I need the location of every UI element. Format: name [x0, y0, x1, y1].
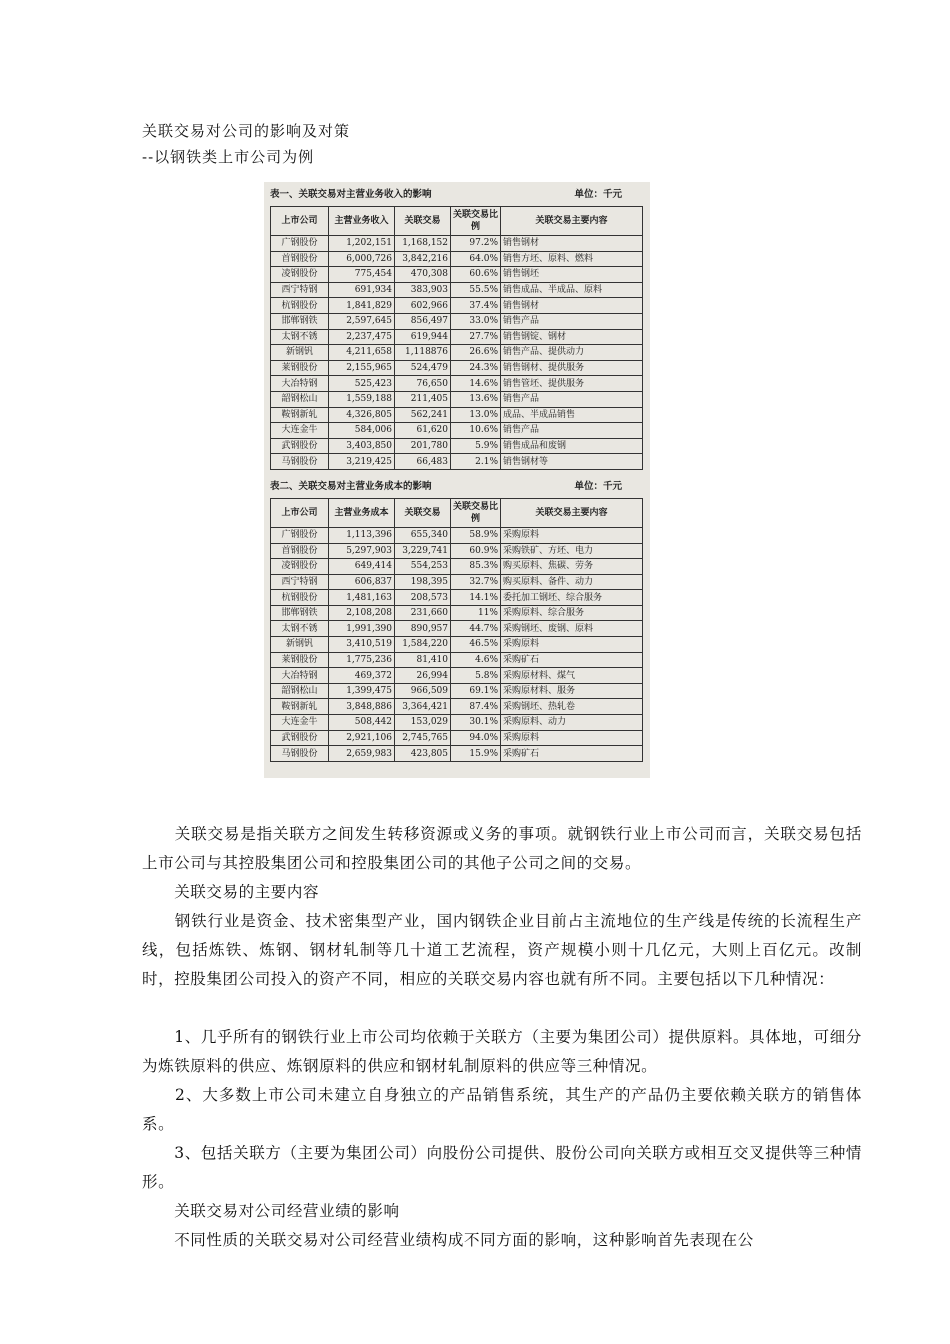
table-cell: 1,118876: [395, 345, 451, 361]
paragraph-definition: 关联交易是指关联方之间发生转移资源或义务的事项。就钢铁行业上市公司而言，关联交易包括上市公司与其控股集团公司和控股集团公司的其他子公司之间的交易。: [142, 825, 862, 872]
table1-caption: 表一、关联交易对主营业务收入的影响: [270, 189, 432, 200]
table-cell: 销售成品、半成品、原料: [501, 282, 643, 298]
table-cell: 首钢股份: [271, 543, 329, 559]
table-cell: 购买原料、备件、动力: [501, 574, 643, 590]
table-cell: 武钢股份: [271, 438, 329, 454]
table1-header-ratio: 关联交易比例: [451, 207, 501, 236]
table-cell: 13.0%: [451, 407, 501, 423]
table-cell: 383,903: [395, 282, 451, 298]
table-cell: 采购矿石: [501, 652, 643, 668]
table-cell: 231,660: [395, 605, 451, 621]
table-row: [271, 590, 643, 606]
table2-header-ratio: 关联交易比例: [451, 498, 501, 527]
table-cell: 采购原料、动力: [501, 715, 643, 731]
table-cell: 大冶特钢: [271, 668, 329, 684]
table-cell: 5.8%: [451, 668, 501, 684]
table-cell: 1,481,163: [329, 590, 395, 606]
table-cell: 13.6%: [451, 391, 501, 407]
table-cell: 西宁特钢: [271, 574, 329, 590]
table-cell: 14.1%: [451, 590, 501, 606]
table-cell: 西宁特钢: [271, 282, 329, 298]
table-cell: 2,155,965: [329, 360, 395, 376]
table-cell: 韶钢松山: [271, 683, 329, 699]
table-cell: 11%: [451, 605, 501, 621]
table-cell: 采购钢坯、废钢、原料: [501, 621, 643, 637]
table-cell: 37.4%: [451, 298, 501, 314]
table-cell: 1,584,220: [395, 637, 451, 653]
table-cell: 采购原料: [501, 527, 643, 543]
table-cell: 2,108,208: [329, 605, 395, 621]
table-cell: 64.0%: [451, 251, 501, 267]
table-row: [271, 282, 643, 298]
table-cell: 60.6%: [451, 267, 501, 283]
table-cell: 马钢股份: [271, 746, 329, 762]
table-cell: 销售管坯、提供服务: [501, 376, 643, 392]
table-cell: 武钢股份: [271, 730, 329, 746]
table-cell: 30.1%: [451, 715, 501, 731]
table-cell: 广钢股份: [271, 527, 329, 543]
table-cell: 采购钢坯、热轧卷: [501, 699, 643, 715]
table-row: [271, 652, 643, 668]
table-cell: 采购铁矿、方坯、电力: [501, 543, 643, 559]
table-cell: 邯郸钢铁: [271, 313, 329, 329]
table-cell: 韶钢松山: [271, 391, 329, 407]
table-row: [271, 376, 643, 392]
table-cell: 邯郸钢铁: [271, 605, 329, 621]
table1-caption-row: [270, 186, 644, 204]
table-cell: 销售钢锭、钢材: [501, 329, 643, 345]
table-cell: 大连金牛: [271, 423, 329, 439]
table-row: [271, 683, 643, 699]
table-row: [271, 236, 643, 252]
table-cell: 66,483: [395, 454, 451, 470]
document-subtitle: --以钢铁类上市公司为例: [142, 148, 315, 166]
table-cell: 销售钢材: [501, 236, 643, 252]
table-cell: 1,202,151: [329, 236, 395, 252]
table-cell: 2,597,645: [329, 313, 395, 329]
table-cell: 销售方坯、原料、燃料: [501, 251, 643, 267]
table-cell: 广钢股份: [271, 236, 329, 252]
table-cell: 619,944: [395, 329, 451, 345]
table1-header-content: 关联交易主要内容: [501, 207, 643, 236]
table-cell: 1,775,236: [329, 652, 395, 668]
table-cell: 27.7%: [451, 329, 501, 345]
table-cell: 采购原料: [501, 730, 643, 746]
table-cell: 3,403,850: [329, 438, 395, 454]
table-cell: 775,454: [329, 267, 395, 283]
table-cell: 33.0%: [451, 313, 501, 329]
table-cell: 85.3%: [451, 559, 501, 575]
paragraph-impact: 不同性质的关联交易对公司经营业绩构成不同方面的影响，这种影响首先表现在公: [142, 1231, 754, 1249]
table-cell: 508,442: [329, 715, 395, 731]
table-cell: 杭钢股份: [271, 298, 329, 314]
table-cell: 3,219,425: [329, 454, 395, 470]
table-cell: 1,113,396: [329, 527, 395, 543]
table-cell: 3,848,886: [329, 699, 395, 715]
table-cell: 大连金牛: [271, 715, 329, 731]
table-cell: 198,395: [395, 574, 451, 590]
table-cell: 208,573: [395, 590, 451, 606]
table1-header-related: 关联交易: [395, 207, 451, 236]
table-cell: 3,364,421: [395, 699, 451, 715]
table-cell: 1,168,152: [395, 236, 451, 252]
table-cell: 655,340: [395, 527, 451, 543]
table-row: [271, 251, 643, 267]
table-cell: 4,326,805: [329, 407, 395, 423]
table-cell: 杭钢股份: [271, 590, 329, 606]
table-cell: 1,399,475: [329, 683, 395, 699]
table-row: [271, 574, 643, 590]
table-cell: 鞍钢新轧: [271, 699, 329, 715]
table-cell: 销售成品和废钢: [501, 438, 643, 454]
table-cell: 马钢股份: [271, 454, 329, 470]
table-cell: 销售产品: [501, 313, 643, 329]
table-row: [271, 298, 643, 314]
table-cell: 10.6%: [451, 423, 501, 439]
table-cell: 销售钢坯: [501, 267, 643, 283]
table1-unit: 单位：千元: [574, 189, 622, 200]
table-cell: 2,921,106: [329, 730, 395, 746]
table-cell: 购买原料、焦碳、劳务: [501, 559, 643, 575]
table-row: [271, 730, 643, 746]
table-cell: 大冶特钢: [271, 376, 329, 392]
table-cell: 470,308: [395, 267, 451, 283]
table-cell: 销售钢材、提供服务: [501, 360, 643, 376]
table-cell: 94.0%: [451, 730, 501, 746]
table1: [270, 206, 643, 470]
table-cell: 新钢钒: [271, 345, 329, 361]
table-cell: 6,000,726: [329, 251, 395, 267]
table-cell: 首钢股份: [271, 251, 329, 267]
table-cell: 58.9%: [451, 527, 501, 543]
table-cell: 凌钢股份: [271, 559, 329, 575]
table-row: [271, 454, 643, 470]
table-cell: 76,650: [395, 376, 451, 392]
table2-header-cost: 主营业务成本: [329, 498, 395, 527]
table-cell: 销售产品: [501, 423, 643, 439]
table-cell: 44.7%: [451, 621, 501, 637]
table-cell: 87.4%: [451, 699, 501, 715]
table-cell: 97.2%: [451, 236, 501, 252]
table-row: [271, 438, 643, 454]
table-row: [271, 668, 643, 684]
document-title: 关联交易对公司的影响及对策: [142, 122, 351, 140]
table-row: [271, 360, 643, 376]
table1-header-company: 上市公司: [271, 207, 329, 236]
table2-header-related: 关联交易: [395, 498, 451, 527]
paragraph-section-heading-2: 关联交易对公司经营业绩的影响: [142, 1202, 400, 1220]
scanned-tables-image: [264, 182, 650, 778]
table-cell: 销售钢材: [501, 298, 643, 314]
table-cell: 24.3%: [451, 360, 501, 376]
table-cell: 销售钢材等: [501, 454, 643, 470]
table-cell: 3,842,216: [395, 251, 451, 267]
table-cell: 15.9%: [451, 746, 501, 762]
table-cell: 2,237,475: [329, 329, 395, 345]
table-cell: 966,509: [395, 683, 451, 699]
table-cell: 1,841,829: [329, 298, 395, 314]
table-cell: 5.9%: [451, 438, 501, 454]
paragraph-section-heading: 关联交易的主要内容: [142, 883, 320, 901]
table-cell: 69.1%: [451, 683, 501, 699]
table-cell: 525,423: [329, 376, 395, 392]
table-cell: 3,410,519: [329, 637, 395, 653]
table-row: [271, 345, 643, 361]
table1-header-row: [271, 207, 643, 236]
table-cell: 60.9%: [451, 543, 501, 559]
table-cell: 469,372: [329, 668, 395, 684]
table-cell: 524,479: [395, 360, 451, 376]
table-row: [271, 746, 643, 762]
table-cell: 销售产品、提供动力: [501, 345, 643, 361]
table-row: [271, 267, 643, 283]
paragraph-industry: 钢铁行业是资金、技术密集型产业，国内钢铁企业目前占主流地位的生产线是传统的长流程生产线，包括炼铁、炼钢、钢材轧制等几十道工艺流程，资产规模小则十几亿元，大则上百亿元。改制时，控股集团公司投入的资产不同，相应的关联交易内容也就有所不同。主要包括以下几种情况：: [142, 912, 862, 988]
table-cell: 太钢不锈: [271, 329, 329, 345]
table2-header-row: [271, 498, 643, 527]
paragraph-item-1: 1、几乎所有的钢铁行业上市公司均依赖于关联方（主要为集团公司）提供原料。具体地，可细分为炼铁原料的供应、炼钢原料的供应和钢材轧制原料的供应等三种情况。: [142, 1028, 862, 1075]
table1-header-revenue: 主营业务收入: [329, 207, 395, 236]
table-cell: 26,994: [395, 668, 451, 684]
table-cell: 606,837: [329, 574, 395, 590]
table-cell: 81,410: [395, 652, 451, 668]
table-row: [271, 391, 643, 407]
table-cell: 3,229,741: [395, 543, 451, 559]
table-cell: 莱钢股份: [271, 652, 329, 668]
table-cell: 太钢不锈: [271, 621, 329, 637]
table-row: [271, 329, 643, 345]
table-cell: 201,780: [395, 438, 451, 454]
table-cell: 4.6%: [451, 652, 501, 668]
table-row: [271, 605, 643, 621]
table-cell: 莱钢股份: [271, 360, 329, 376]
table-cell: 2.1%: [451, 454, 501, 470]
table-cell: 46.5%: [451, 637, 501, 653]
table2: [270, 498, 643, 762]
table-cell: 新钢钒: [271, 637, 329, 653]
table-cell: 采购原料、综合服务: [501, 605, 643, 621]
table-row: [271, 621, 643, 637]
table-row: [271, 407, 643, 423]
table2-header-content: 关联交易主要内容: [501, 498, 643, 527]
table-cell: 554,253: [395, 559, 451, 575]
table1-body: [271, 236, 643, 470]
table-cell: 14.6%: [451, 376, 501, 392]
table-cell: 55.5%: [451, 282, 501, 298]
paragraph-item-2: 2、大多数上市公司未建立自身独立的产品销售系统，其生产的产品仍主要依赖关联方的销售体系。: [142, 1086, 862, 1133]
table-row: [271, 715, 643, 731]
table-cell: 649,414: [329, 559, 395, 575]
table-cell: 584,006: [329, 423, 395, 439]
table-cell: 890,957: [395, 621, 451, 637]
table-cell: 成品、半成品销售: [501, 407, 643, 423]
table-cell: 691,934: [329, 282, 395, 298]
table-cell: 凌钢股份: [271, 267, 329, 283]
table2-caption-row: [270, 478, 644, 496]
table-cell: 856,497: [395, 313, 451, 329]
table-cell: 4,211,658: [329, 345, 395, 361]
table2-header-company: 上市公司: [271, 498, 329, 527]
table2-body: [271, 527, 643, 761]
table-cell: 1,559,188: [329, 391, 395, 407]
table-cell: 采购矿石: [501, 746, 643, 762]
table-cell: 5,297,903: [329, 543, 395, 559]
table-cell: 61,620: [395, 423, 451, 439]
table-cell: 采购原材料、服务: [501, 683, 643, 699]
table-cell: 153,029: [395, 715, 451, 731]
table-cell: 1,991,390: [329, 621, 395, 637]
table-cell: 委托加工钢坯、综合服务: [501, 590, 643, 606]
table-cell: 32.7%: [451, 574, 501, 590]
table2-unit: 单位：千元: [574, 480, 622, 492]
table-cell: 销售产品: [501, 391, 643, 407]
table-row: [271, 423, 643, 439]
table-cell: 2,659,983: [329, 746, 395, 762]
table-cell: 602,966: [395, 298, 451, 314]
table2-caption: 表二、关联交易对主营业务成本的影响: [270, 480, 432, 492]
table-cell: 211,405: [395, 391, 451, 407]
table-cell: 鞍钢新轧: [271, 407, 329, 423]
table-cell: 26.6%: [451, 345, 501, 361]
table-row: [271, 543, 643, 559]
table-row: [271, 699, 643, 715]
table-row: [271, 637, 643, 653]
table-cell: 采购原料: [501, 637, 643, 653]
table-cell: 562,241: [395, 407, 451, 423]
paragraph-item-3: 3、包括关联方（主要为集团公司）向股份公司提供、股份公司向关联方或相互交叉提供等三种情形。: [142, 1144, 862, 1191]
table-row: [271, 313, 643, 329]
table-row: [271, 559, 643, 575]
table-cell: 2,745,765: [395, 730, 451, 746]
table-cell: 423,805: [395, 746, 451, 762]
table-row: [271, 527, 643, 543]
table-cell: 采购原材料、煤气: [501, 668, 643, 684]
